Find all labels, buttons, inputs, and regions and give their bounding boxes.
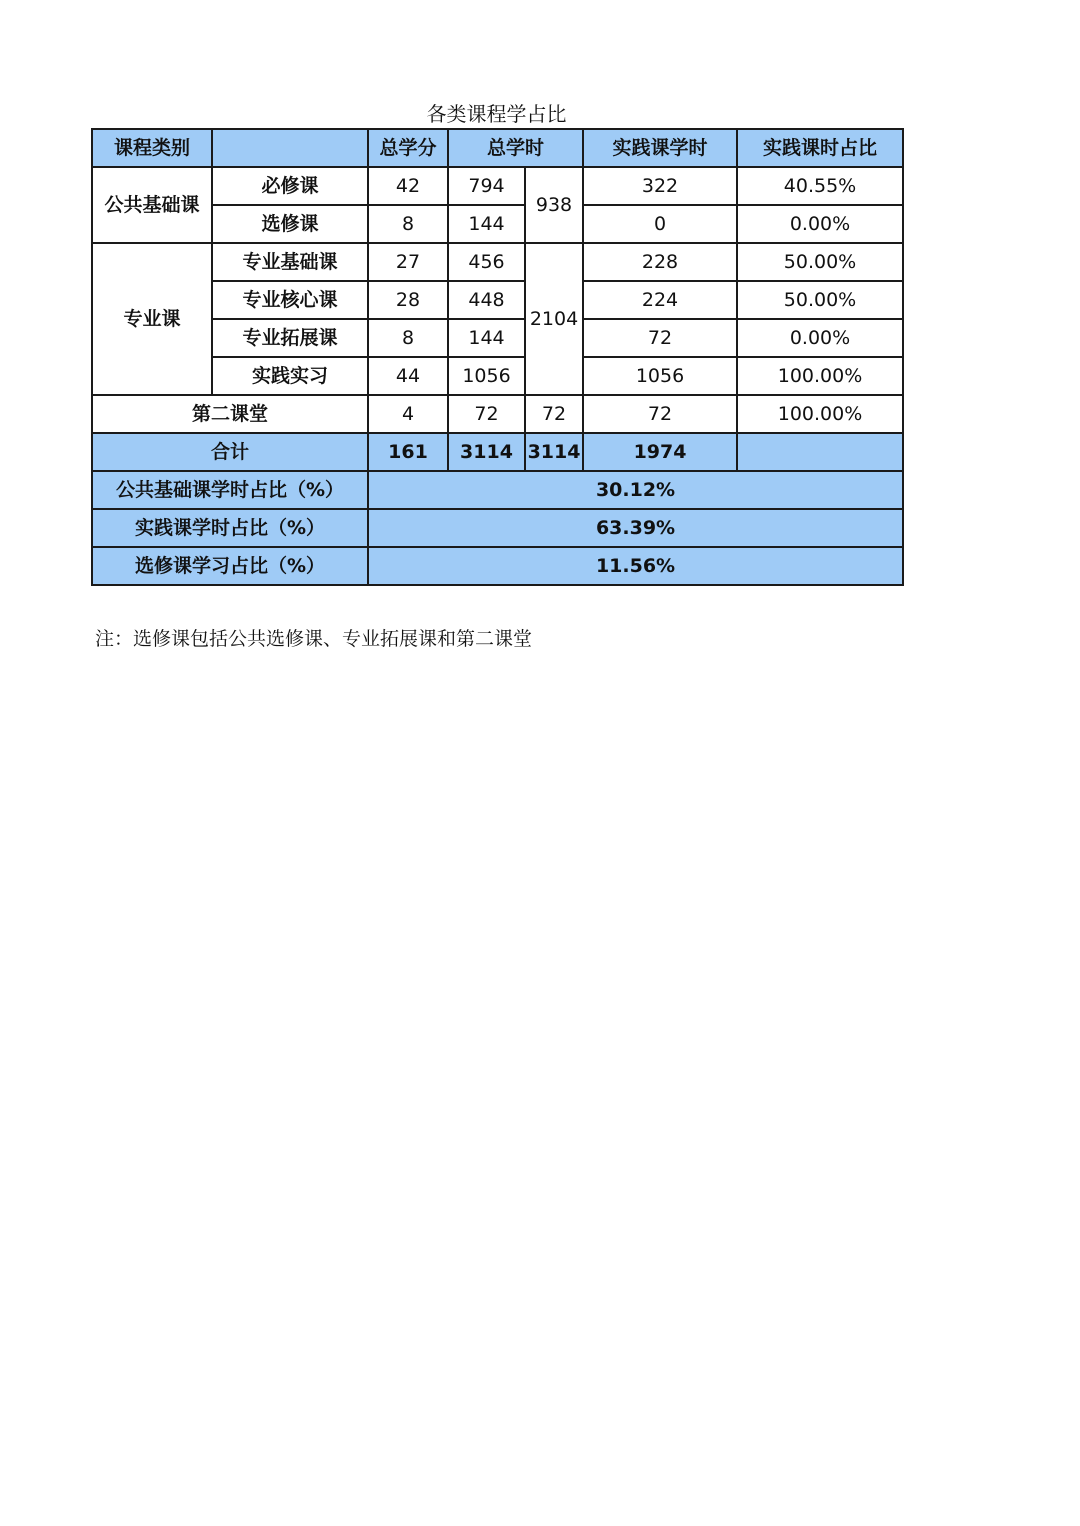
row-name: 专业拓展课 (212, 319, 368, 357)
ratio-value: 30.12% (368, 471, 903, 509)
total-label: 合计 (92, 433, 368, 471)
group-hours-public: 938 (525, 167, 583, 243)
row-credits: 42 (368, 167, 448, 205)
row-practice-ratio: 100.00% (737, 395, 903, 433)
total-credits: 161 (368, 433, 448, 471)
course-ratio-table (91, 128, 904, 586)
table-title: 各类课程学占比 (426, 102, 567, 126)
header-practice-ratio: 实践课时占比 (737, 129, 903, 167)
row-hours: 794 (448, 167, 525, 205)
row-credits: 8 (368, 319, 448, 357)
row-practice-ratio: 0.00% (737, 205, 903, 243)
header-credits: 总学分 (368, 129, 448, 167)
header-subcategory (212, 129, 368, 167)
group-label-public: 公共基础课 (92, 167, 212, 243)
table-row (92, 395, 903, 433)
ratio-row (92, 547, 903, 585)
row-credits: 8 (368, 205, 448, 243)
table-row (92, 357, 903, 395)
row-credits: 4 (368, 395, 448, 433)
ratio-label: 公共基础课学时占比（%） (92, 471, 368, 509)
total-group-hours: 3114 (525, 433, 583, 471)
row-practice-hours: 72 (583, 395, 737, 433)
header-row (92, 129, 903, 167)
row-name: 必修课 (212, 167, 368, 205)
table-row (92, 319, 903, 357)
ratio-row (92, 471, 903, 509)
row-practice-ratio: 50.00% (737, 281, 903, 319)
group-hours-major: 2104 (525, 243, 583, 395)
total-practice-hours: 1974 (583, 433, 737, 471)
total-row (92, 433, 903, 471)
header-category: 课程类别 (92, 129, 212, 167)
row-practice-hours: 1056 (583, 357, 737, 395)
row-practice-hours: 224 (583, 281, 737, 319)
table-row (92, 167, 903, 205)
table-row (92, 281, 903, 319)
total-hours: 3114 (448, 433, 525, 471)
ratio-value: 63.39% (368, 509, 903, 547)
row-name: 专业核心课 (212, 281, 368, 319)
table-row (92, 205, 903, 243)
row-practice-ratio: 50.00% (737, 243, 903, 281)
row-name: 实践实习 (212, 357, 368, 395)
row-practice-hours: 0 (583, 205, 737, 243)
row-practice-ratio: 100.00% (737, 357, 903, 395)
row-hours: 1056 (448, 357, 525, 395)
group-label-major: 专业课 (92, 243, 212, 395)
header-hours: 总学时 (448, 129, 583, 167)
row-practice-ratio: 0.00% (737, 319, 903, 357)
ratio-row (92, 509, 903, 547)
group-hours-second: 72 (525, 395, 583, 433)
row-credits: 27 (368, 243, 448, 281)
row-hours: 72 (448, 395, 525, 433)
row-name: 选修课 (212, 205, 368, 243)
ratio-label: 实践课学时占比（%） (92, 509, 368, 547)
row-practice-hours: 322 (583, 167, 737, 205)
ratio-value: 11.56% (368, 547, 903, 585)
table-row (92, 243, 903, 281)
ratio-label: 选修课学习占比（%） (92, 547, 368, 585)
row-practice-hours: 72 (583, 319, 737, 357)
row-credits: 44 (368, 357, 448, 395)
header-practice-hours: 实践课学时 (583, 129, 737, 167)
total-practice-ratio (737, 433, 903, 471)
row-name: 专业基础课 (212, 243, 368, 281)
row-hours: 144 (448, 319, 525, 357)
row-practice-ratio: 40.55% (737, 167, 903, 205)
row-practice-hours: 228 (583, 243, 737, 281)
row-hours: 144 (448, 205, 525, 243)
group-label-second: 第二课堂 (92, 395, 368, 433)
row-credits: 28 (368, 281, 448, 319)
row-hours: 456 (448, 243, 525, 281)
footnote: 注：选修课包括公共选修课、专业拓展课和第二课堂 (95, 628, 533, 650)
row-hours: 448 (448, 281, 525, 319)
